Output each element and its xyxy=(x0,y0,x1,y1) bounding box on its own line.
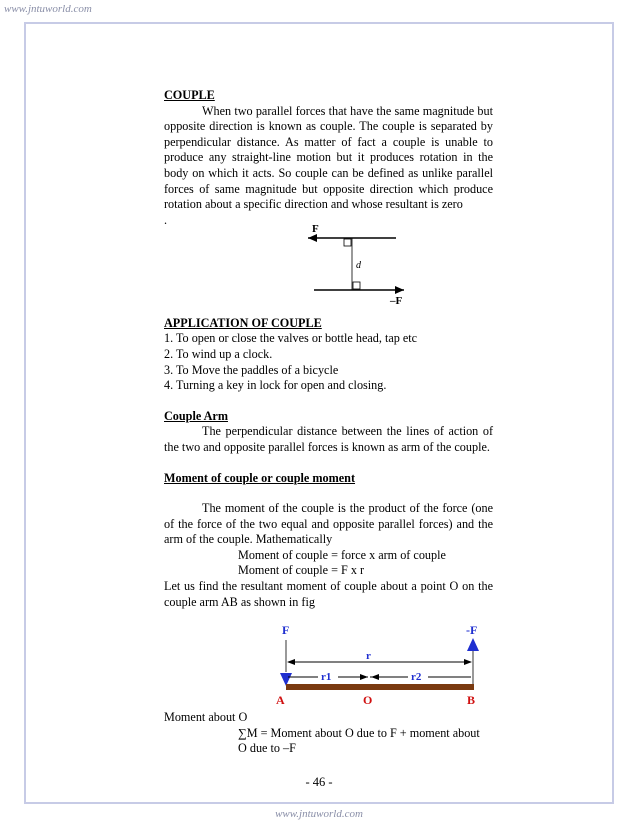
stray-dot: . xyxy=(164,212,168,227)
right-force-label: -F xyxy=(466,623,478,637)
left-force-label: F xyxy=(282,623,290,637)
list-item: 3. To Move the paddles of a bicycle xyxy=(164,362,339,377)
r2-arrow xyxy=(371,674,379,680)
application-heading: APPLICATION OF COUPLE xyxy=(164,315,322,330)
couple-paragraph: When two parallel forces that have the same magnitude but opposite direction is known as couple. The couple is separated by perpendicular distance. As matter of fact a couple is unable to produce any straight-line motion but it produces rotation in the body on which it acts. So couple can be defined as unlike parallel forces of same magnitude but opposite direction which produce rotation about a specific direction and whose resultant is zero xyxy=(164,103,493,212)
moment-paragraph: The moment of the couple is the product of the force (one of the force of the two equal and opposite parallel forces) and the arm of the couple. Mathematically xyxy=(164,501,493,547)
point-b-label: B xyxy=(467,693,476,707)
r1-arrow xyxy=(360,674,368,680)
list-item: 4. Turning a key in lock for open and closing. xyxy=(164,378,387,393)
bottom-force-label: –F xyxy=(390,295,403,307)
couple-arm-bar xyxy=(286,684,474,690)
r-arrow-right xyxy=(464,659,472,665)
moment-heading: Moment of couple or couple moment xyxy=(164,470,356,485)
top-force-arrowhead xyxy=(308,234,317,242)
moment-sum-line-1: ∑M = Moment about O due to F + moment about xyxy=(238,725,480,740)
couple-arm-diagram xyxy=(270,620,490,710)
couple-arm-heading: Couple Arm xyxy=(164,408,228,423)
bottom-force-arrowhead xyxy=(395,286,404,294)
spacer xyxy=(164,456,493,471)
moment-sum-line-2: O due to –F xyxy=(238,741,296,756)
list-item: 2. To wind up a clock. xyxy=(164,346,273,361)
couple-arm-paragraph: The perpendicular distance between the lines of action of the two and opposite parallel forces is known as arm of the couple. xyxy=(164,424,493,454)
equation-moment-2: Moment of couple = F x r xyxy=(238,563,365,578)
application-list xyxy=(164,331,493,393)
moment-about-o-label: Moment about O xyxy=(164,710,248,724)
equation-moment-1: Moment of couple = force x arm of couple xyxy=(238,547,446,562)
r-arrow-left xyxy=(287,659,295,665)
moment-intro: Let us find the resultant moment of couple about a point O on the couple arm AB as shown in fig xyxy=(164,579,493,609)
document-body xyxy=(164,88,493,610)
watermark-top: www.jntuworld.com xyxy=(4,3,92,15)
right-angle-bottom xyxy=(353,282,360,289)
point-o-label: O xyxy=(363,693,373,707)
r-label: r xyxy=(366,650,371,662)
right-angle-top xyxy=(344,239,351,246)
spacer xyxy=(164,394,493,409)
list-item: 1. To open or close the valves or bottle head, tap etc xyxy=(164,331,418,346)
point-a-label: A xyxy=(276,693,285,707)
page-number: - 46 - xyxy=(305,775,333,789)
right-force-arrow xyxy=(467,638,479,651)
top-force-label: F xyxy=(312,223,319,235)
distance-label: d xyxy=(356,260,361,271)
couple-heading: COUPLE xyxy=(164,88,215,102)
r2-label: r2 xyxy=(411,671,422,683)
couple-diagram xyxy=(300,220,420,310)
r1-label: r1 xyxy=(321,671,332,683)
spacer xyxy=(164,486,493,501)
moment-about-o-block xyxy=(164,710,493,757)
watermark-bottom: www.jntuworld.com xyxy=(275,808,363,820)
